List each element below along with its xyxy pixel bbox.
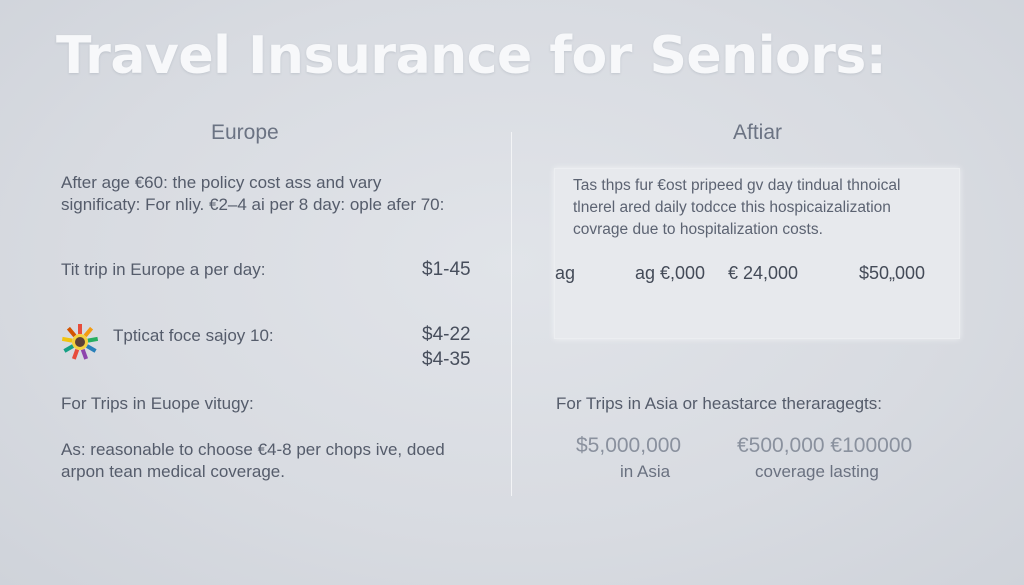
europe-row-2-value-2: $4-35	[422, 349, 471, 370]
asia-amount-2-sub: coverage lasting	[755, 462, 879, 481]
europe-row-2-label: Tpticat foce sajoy 10:	[113, 326, 274, 345]
europe-note-line-2: arpon tean medical coverage.	[61, 462, 285, 481]
asia-section-label: For Trips in Asia or heastarce theraragegts:	[556, 394, 882, 413]
europe-row-1-label: Tit trip in Europe a per day:	[61, 260, 266, 279]
asia-amount-2: €500,000 €100000	[737, 434, 913, 457]
cost-info-panel	[554, 168, 960, 339]
panel-line-2: tlnerel ared daily todcce this hospicaizalization	[573, 199, 891, 216]
column-divider	[511, 132, 512, 496]
europe-row-1-value: $1-45	[422, 259, 471, 280]
europe-heading: Europe	[211, 121, 279, 144]
panel-value-1: ag	[555, 263, 576, 283]
europe-section-label: For Trips in Euope vitugy:	[61, 394, 254, 413]
asia-amount-1-sub: in Asia	[620, 462, 671, 481]
panel-value-4: $50„000	[859, 263, 926, 283]
europe-note-line-1: As: reasonable to choose €4-8 per chops ive, doed	[61, 440, 445, 459]
panel-line-1: Tas thps fur €ost pripeed gv day tindual thnoical	[573, 177, 901, 194]
panel-value-2: ag €,000	[635, 263, 706, 283]
asia-amount-1: $5,000,000	[576, 434, 682, 457]
panel-value-3: € 24,000	[728, 263, 799, 283]
europe-intro-line-1: After age €60: the policy cost ass and vary	[61, 173, 382, 192]
page-title: Travel Insurance for Seniors:	[56, 26, 887, 86]
asia-heading: Aftiar	[733, 121, 783, 144]
europe-intro-line-2: significaty: For nliy. €2–4 ai per 8 day: ople afer 70:	[61, 195, 445, 214]
europe-row-2-value-1: $4-22	[422, 324, 471, 345]
panel-line-3: covrage due to hospitalization costs.	[573, 221, 823, 238]
colorful-sunburst-icon	[61, 323, 99, 361]
